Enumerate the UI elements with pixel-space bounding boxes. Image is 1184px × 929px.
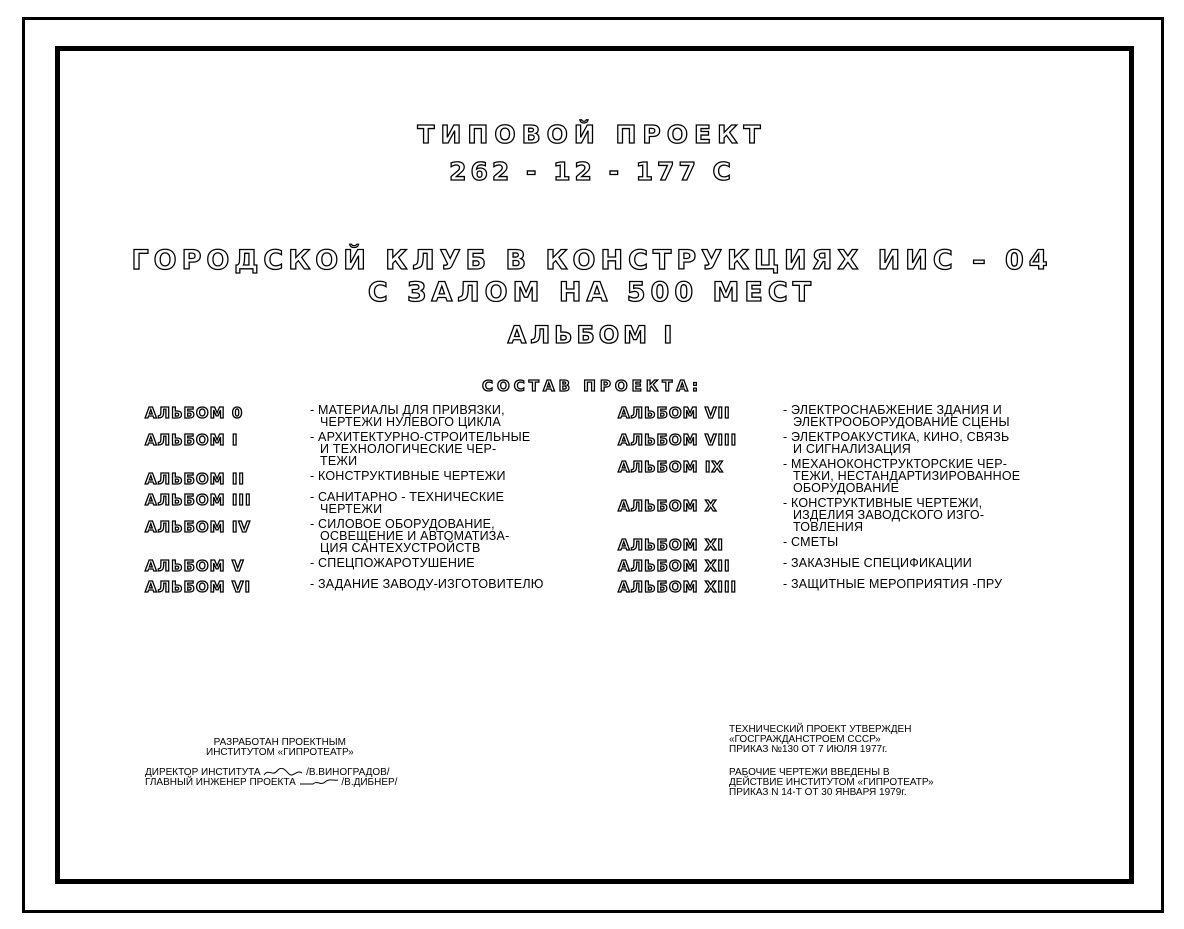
- album-label: АЛЬБОМ XI: [618, 536, 724, 554]
- album-description-line: И ТЕХНОЛОГИЧЕСКИЕ ЧЕР-: [320, 442, 497, 456]
- working-drawings-block: [729, 768, 934, 798]
- album-description: [310, 491, 504, 515]
- album-description-line: - КОНСТРУКТИВНЫЕ ЧЕРТЕЖИ: [310, 469, 506, 483]
- approval-line: ТЕХНИЧЕСКИЙ ПРОЕКТ УТВЕРЖДЕН: [729, 724, 912, 735]
- album-description-line: ИЗДЕЛИЯ ЗАВОДСКОГО ИЗГО-: [793, 508, 985, 522]
- developer-line: ИНСТИТУТОМ «ГИПРОТЕАТР»: [206, 747, 354, 758]
- album-label: АЛЬБОМ XIII: [618, 578, 738, 596]
- project-name: ГОРОДСКОЙ КЛУБ В КОНСТРУКЦИЯХ ИИС – 04: [131, 245, 1053, 276]
- album-row: [618, 578, 1058, 596]
- album-description-line: И СИГНАЛИЗАЦИЯ: [793, 442, 912, 456]
- composition-heading: СОСТАВ ПРОЕКТА:: [482, 377, 702, 395]
- album-description: [783, 404, 1010, 428]
- album-description-line: - ЗАЩИТНЫЕ МЕРОПРИЯТИЯ -ПРУ: [783, 577, 1003, 591]
- album-description: [310, 518, 509, 554]
- album-description: [783, 557, 972, 569]
- project-number: 262 - 12 - 177 С: [449, 157, 735, 186]
- album-row: [145, 470, 585, 488]
- album-description-line: - ЭЛЕКТРОСНАБЖЕНИЕ ЗДАНИЯ И: [783, 403, 1002, 417]
- album-label: АЛЬБОМ VII: [618, 404, 731, 422]
- left-album-list: [145, 404, 585, 599]
- album-description-line: ЦИЯ САНТЕХУСТРОЙСТВ: [320, 541, 481, 555]
- album-row: [618, 404, 1058, 428]
- album-description-line: ОБОРУДОВАНИЕ: [793, 481, 900, 495]
- approval-block: [729, 725, 911, 755]
- album-row: [145, 557, 585, 575]
- album-description-line: - МАТЕРИАЛЫ ДЛЯ ПРИВЯЗКИ,: [310, 403, 505, 417]
- album-description-line: - КОНСТРУКТИВНЫЕ ЧЕРТЕЖИ,: [783, 496, 983, 510]
- project-type-title: ТИПОВОЙ ПРОЕКТ: [417, 120, 767, 149]
- album-label: АЛЬБОМ IX: [618, 458, 724, 476]
- engineer-label: ГЛАВНЫЙ ИНЖЕНЕР ПРОЕКТА: [145, 777, 296, 789]
- album-label: АЛЬБОМ 0: [145, 404, 244, 422]
- album-description: [310, 470, 506, 482]
- album-row: [618, 497, 1058, 533]
- album-description-line: ЧЕРТЕЖИ: [320, 502, 383, 516]
- album-description-line: - СМЕТЫ: [783, 535, 839, 549]
- album-description-line: - СИЛОВОЕ ОБОРУДОВАНИЕ,: [310, 517, 495, 531]
- engineer-signature-row: [145, 778, 397, 788]
- album-label: АЛЬБОМ V: [145, 557, 245, 575]
- album-description-line: ЧЕРТЕЖИ НУЛЕВОГО ЦИКЛА: [320, 415, 501, 429]
- album-description: [783, 536, 838, 548]
- album-description-line: ТЕЖИ, НЕСТАНДАРТИЗИРОВАННОЕ: [793, 469, 1021, 483]
- album-description: [310, 404, 505, 428]
- album-label: АЛЬБОМ III: [145, 491, 252, 509]
- approval-line: «ГОСГРАЖДАНСТРОЕМ СССР»: [729, 734, 881, 745]
- director-label: ДИРЕКТОР ИНСТИТУТА: [145, 767, 261, 779]
- album-label: АЛЬБОМ VI: [145, 578, 252, 596]
- album-row: [618, 458, 1058, 494]
- approval-line: ПРИКАЗ №130 ОТ 7 ИЮЛЯ 1977г.: [729, 744, 888, 755]
- album-description-line: - ЭЛЕКТРОАКУСТИКА, КИНО, СВЯЗЬ: [783, 430, 1010, 444]
- developer-block: [206, 738, 354, 758]
- director-name: /В.ВИНОГРАДОВ/: [306, 767, 390, 779]
- signature-block: [145, 768, 397, 788]
- album-label: АЛЬБОМ I: [145, 431, 239, 449]
- album-row: [618, 536, 1058, 554]
- album-description-line: ТЕЖИ: [320, 454, 358, 468]
- album-description-line: - ЗАДАНИЕ ЗАВОДУ-ИЗГОТОВИТЕЛЮ: [310, 577, 544, 591]
- working-line: ДЕЙСТВИЕ ИНСТИТУТОМ «ГИПРОТЕАТР»: [729, 777, 934, 788]
- album-description-line: - АРХИТЕКТУРНО-СТРОИТЕЛЬНЫЕ: [310, 430, 531, 444]
- album-label: АЛЬБОМ II: [145, 470, 245, 488]
- director-signature: [263, 768, 303, 777]
- album-label: АЛЬБОМ XII: [618, 557, 731, 575]
- project-subtitle: С ЗАЛОМ НА 500 МЕСТ: [367, 277, 817, 308]
- album-description: [783, 431, 1009, 455]
- album-row: [145, 518, 585, 554]
- album-description-line: - САНИТАРНО - ТЕХНИЧЕСКИЕ: [310, 490, 505, 504]
- album-description-line: ТОВЛЕНИЯ: [793, 520, 864, 534]
- album-description-line: - СПЕЦПОЖАРОТУШЕНИЕ: [310, 556, 475, 570]
- engineer-name: /В.ДИБНЕР/: [341, 777, 398, 789]
- album-row: [145, 404, 585, 428]
- album-description-line: ОСВЕЩЕНИЕ И АВТОМАТИЗА-: [320, 529, 510, 543]
- album-description: [783, 458, 1020, 494]
- developer-line: РАЗРАБОТАН ПРОЕКТНЫМ: [213, 737, 346, 748]
- engineer-signature: [299, 778, 339, 787]
- album-description: [783, 497, 984, 533]
- album-label: АЛЬБОМ VIII: [618, 431, 738, 449]
- album-label: АЛЬБОМ X: [618, 497, 718, 515]
- album-description: [783, 578, 1002, 590]
- album-description: [310, 578, 544, 590]
- album-title: АЛЬБОМ I: [507, 321, 677, 349]
- album-row: [618, 557, 1058, 575]
- album-row: [618, 431, 1058, 455]
- working-line: ПРИКАЗ N 14-Т ОТ 30 ЯНВАРЯ 1979г.: [729, 787, 907, 798]
- album-description-line: - МЕХАНОКОНСТРУКТОРСКИЕ ЧЕР-: [783, 457, 1008, 471]
- right-album-list: [618, 404, 1058, 599]
- album-description-line: - ЗАКАЗНЫЕ СПЕЦИФИКАЦИИ: [783, 556, 972, 570]
- album-label: АЛЬБОМ IV: [145, 518, 252, 536]
- album-description: [310, 557, 475, 569]
- album-row: [145, 578, 585, 596]
- album-row: [145, 431, 585, 467]
- album-description: [310, 431, 530, 467]
- working-line: РАБОЧИЕ ЧЕРТЕЖИ ВВЕДЕНЫ В: [729, 767, 890, 778]
- album-row: [145, 491, 585, 515]
- album-description-line: ЭЛЕКТРООБОРУДОВАНИЕ СЦЕНЫ: [793, 415, 1010, 429]
